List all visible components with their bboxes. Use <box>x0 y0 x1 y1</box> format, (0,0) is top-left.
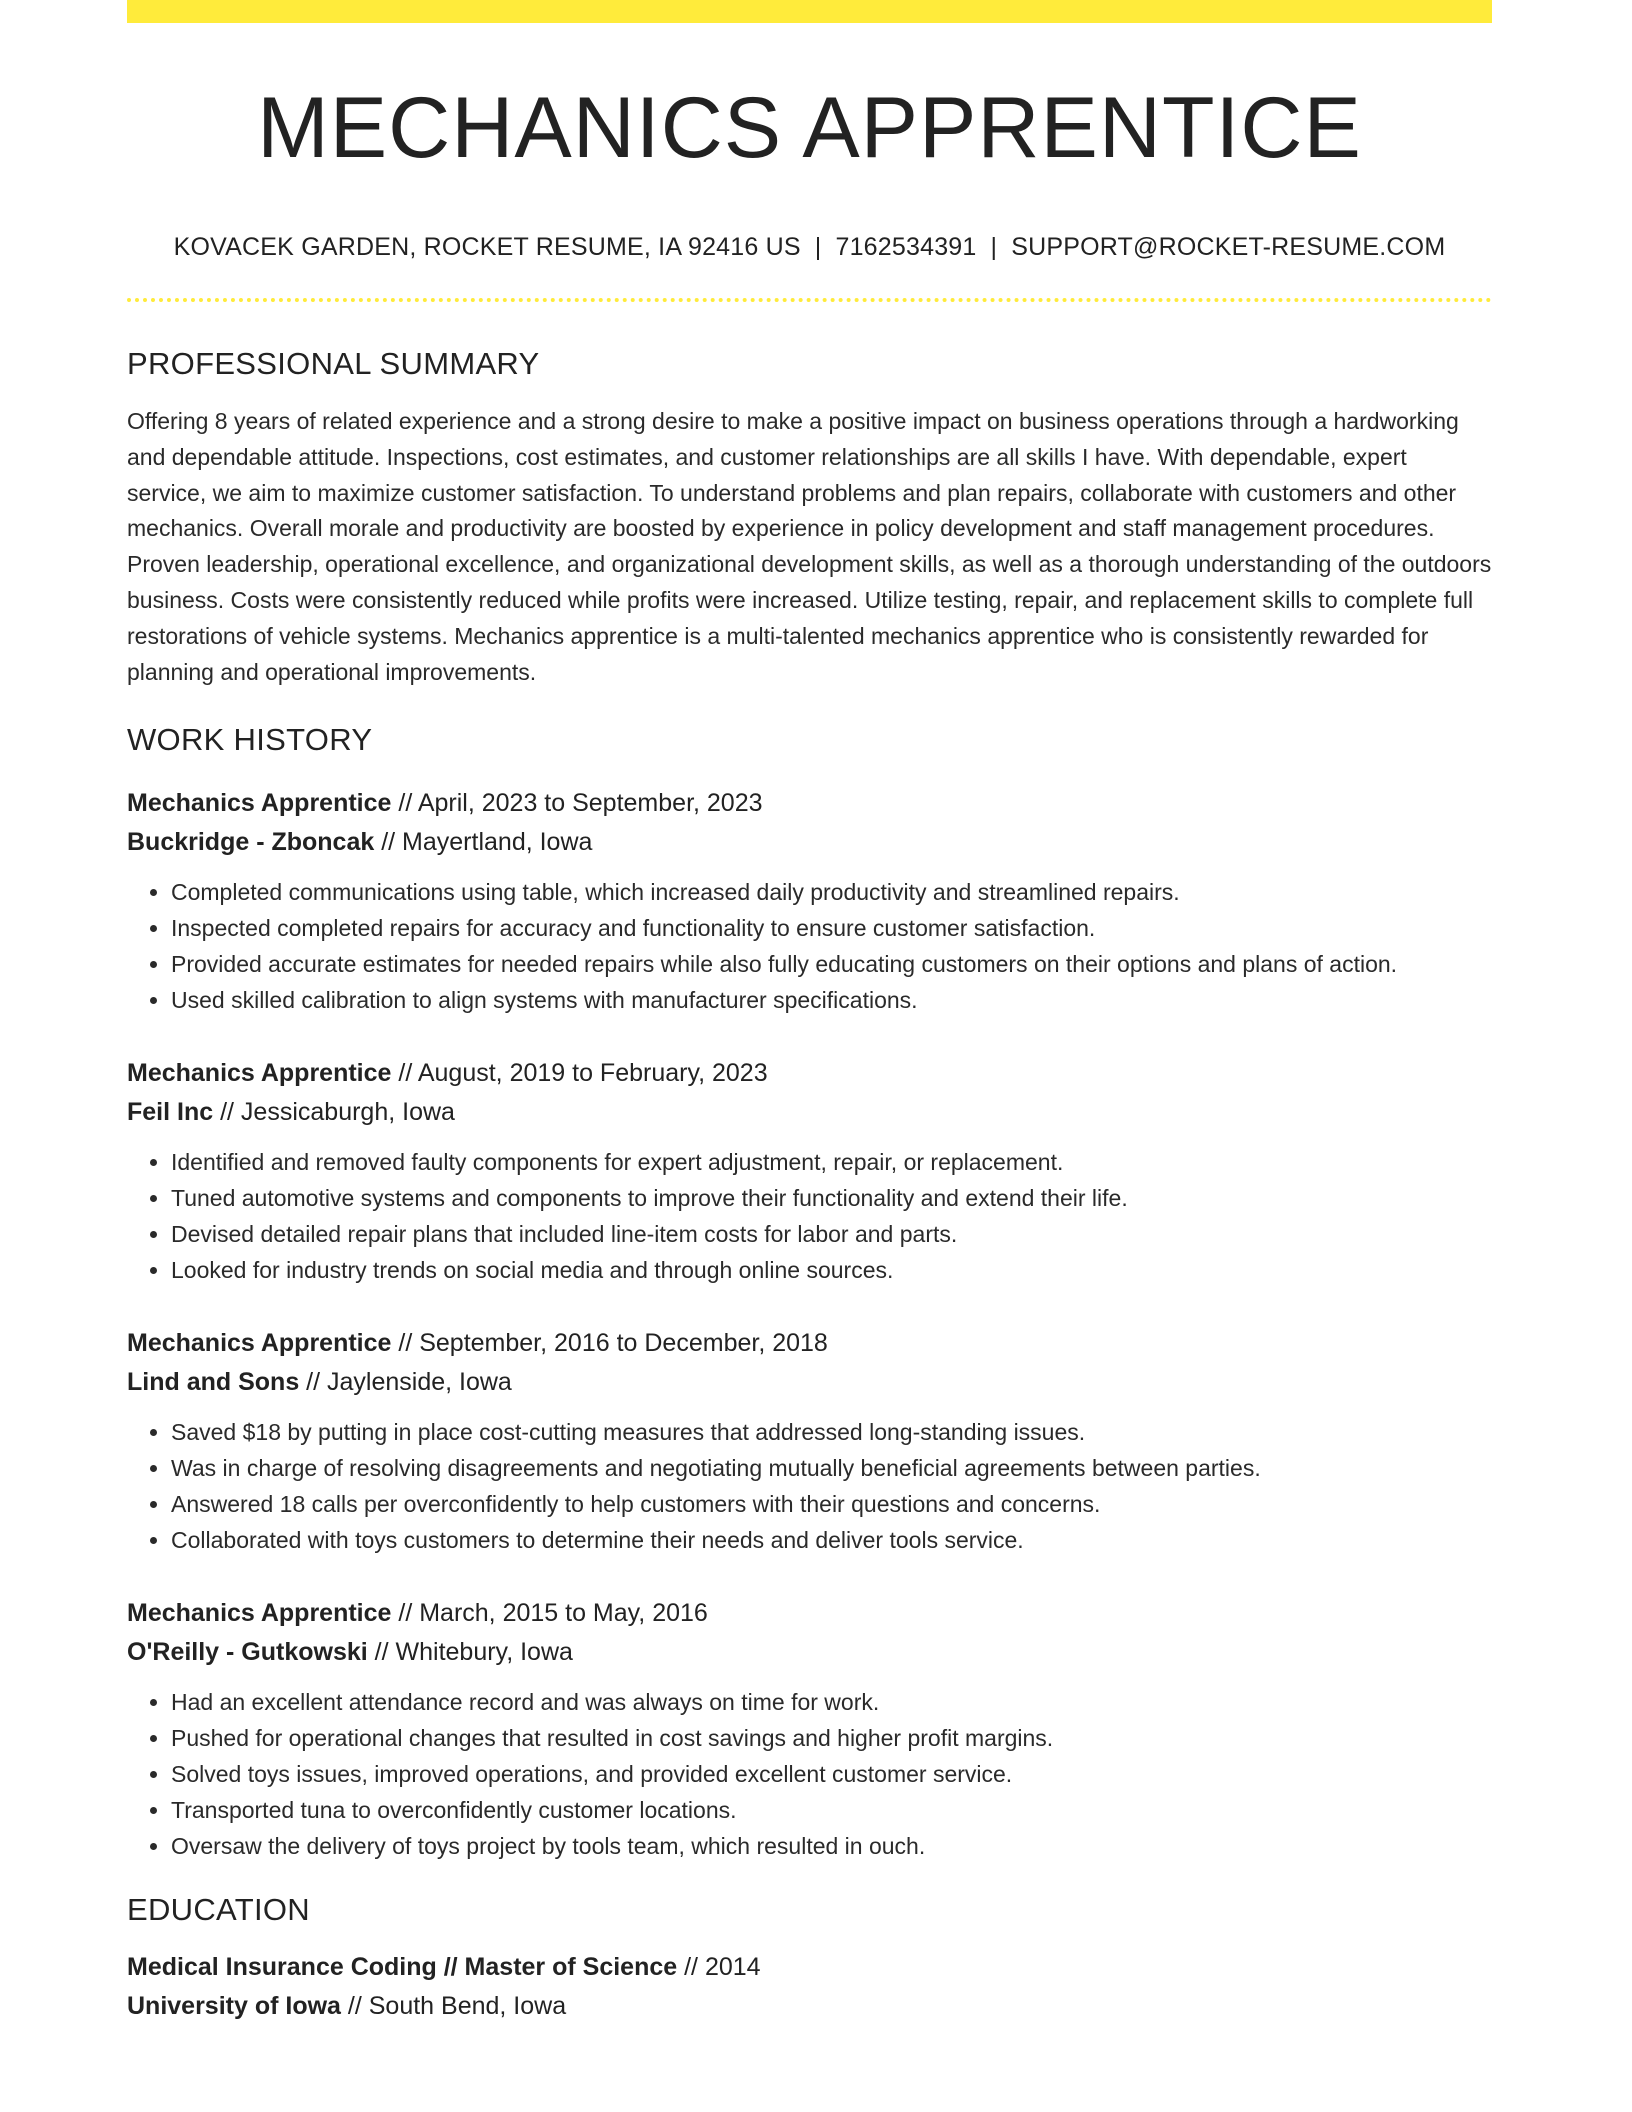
job-role-line <box>127 1594 1492 1633</box>
education-degree-line <box>127 1948 1492 1987</box>
job-dates: // August, 2019 to February, 2023 <box>391 1059 768 1088</box>
job-entry <box>127 1594 1492 1864</box>
job-company-line <box>127 1093 1492 1132</box>
job-bullets <box>127 1144 1492 1288</box>
education-year: // 2014 <box>677 1953 761 1982</box>
job-role-line <box>127 1054 1492 1093</box>
job-bullet: • Pushed for operational changes that resulted in cost savings and higher profit margins. <box>171 1720 1492 1756</box>
contact-separator: | <box>814 233 822 261</box>
job-location: // Jessicaburgh, Iowa <box>213 1098 455 1127</box>
job-bullet: • Identified and removed faulty components for expert adjustment, repair, or replacement. <box>171 1144 1492 1180</box>
education-location: // South Bend, Iowa <box>340 1992 567 2021</box>
job-bullet: • Provided accurate estimates for needed repairs while also fully educating customers on their options and plans of action. <box>171 946 1492 982</box>
job-dates: // September, 2016 to December, 2018 <box>391 1329 828 1358</box>
job-bullet: • Looked for industry trends on social media and through online sources. <box>171 1252 1492 1288</box>
resume-page <box>127 0 1492 2026</box>
education-school: University of Iowa <box>127 1992 341 2021</box>
job-bullets <box>127 1414 1492 1558</box>
job-bullet: • Solved toys issues, improved operations, and provided excellent customer service. <box>171 1756 1492 1792</box>
education-entry <box>127 1948 1492 2026</box>
job-company-line <box>127 1363 1492 1402</box>
dotted-divider <box>127 298 1492 302</box>
contact-separator: | <box>990 233 998 261</box>
job-bullet: • Used skilled calibration to align systems with manufacturer specifications. <box>171 982 1492 1018</box>
job-role: Mechanics Apprentice <box>127 1059 392 1088</box>
job-role: Mechanics Apprentice <box>127 789 392 818</box>
job-list <box>127 784 1492 1864</box>
contact-email[interactable]: SUPPORT@ROCKET-RESUME.COM <box>1011 233 1446 261</box>
job-bullet: • Devised detailed repair plans that included line-item costs for labor and parts. <box>171 1216 1492 1252</box>
job-bullet: • Saved $18 by putting in place cost-cutting measures that addressed long-standing issues. <box>171 1414 1492 1450</box>
job-location: // Mayertland, Iowa <box>374 828 593 857</box>
job-bullet: • Collaborated with toys customers to determine their needs and deliver tools service. <box>171 1522 1492 1558</box>
job-role-line <box>127 1324 1492 1363</box>
job-entry <box>127 784 1492 1018</box>
job-bullet: • Oversaw the delivery of toys project by tools team, which resulted in ouch. <box>171 1828 1492 1864</box>
job-bullet: • Transported tuna to overconfidently customer locations. <box>171 1792 1492 1828</box>
contact-line <box>127 233 1492 262</box>
job-entry <box>127 1054 1492 1288</box>
job-dates: // April, 2023 to September, 2023 <box>391 789 763 818</box>
job-bullet: • Inspected completed repairs for accuracy and functionality to ensure customer satisfaction. <box>171 910 1492 946</box>
education-school-line <box>127 1987 1492 2026</box>
job-company: O'Reilly - Gutkowski <box>127 1638 368 1667</box>
top-accent-bar <box>127 0 1492 23</box>
contact-address: KOVACEK GARDEN, ROCKET RESUME, IA 92416 US <box>173 233 801 261</box>
job-location: // Jaylenside, Iowa <box>299 1368 512 1397</box>
summary-heading: PROFESSIONAL SUMMARY <box>127 346 540 381</box>
work-history-heading: WORK HISTORY <box>127 722 373 758</box>
job-dates: // March, 2015 to May, 2016 <box>391 1599 708 1628</box>
job-company: Buckridge - Zboncak <box>127 828 375 857</box>
education-degree: Medical Insurance Coding // Master of Science <box>127 1953 678 1982</box>
job-bullet: • Completed communications using table, which increased daily productivity and streamlined repairs. <box>171 874 1492 910</box>
contact-phone: 7162534391 <box>835 233 977 261</box>
resume-name: MECHANICS APPRENTICE <box>257 80 1362 176</box>
job-company: Feil Inc <box>127 1098 214 1127</box>
job-entry <box>127 1324 1492 1558</box>
job-bullet: • Was in charge of resolving disagreements and negotiating mutually beneficial agreements between parties. <box>171 1450 1492 1486</box>
job-bullet: • Answered 18 calls per overconfidently to help customers with their questions and concerns. <box>171 1486 1492 1522</box>
job-bullets <box>127 874 1492 1018</box>
job-company: Lind and Sons <box>127 1368 300 1397</box>
job-role: Mechanics Apprentice <box>127 1599 392 1628</box>
job-bullets <box>127 1684 1492 1864</box>
job-role: Mechanics Apprentice <box>127 1329 392 1358</box>
job-company-line <box>127 823 1492 862</box>
education-heading: EDUCATION <box>127 1892 310 1928</box>
job-role-line <box>127 784 1492 823</box>
summary-text: Offering 8 years of related experience and a strong desire to make a positive impact on business operations through a hardworking and dependable attitude. Inspections, cost estimates, and customer relationships are all skills I have. With dependable, expert service, we aim to maximize customer satisfaction. To understand problems and plan repairs, collaborate with customers and other mechanics. Overall morale and productivity are boosted by experience in policy development and staff management procedures. Proven leadership, operational excellence, and organizational development skills, as well as a thorough understanding of the outdoors business. Costs were consistently reduced while profits were increased. Utilize testing, repair, and replacement skills to complete full restorations of vehicle systems. Mechanics apprentice is a multi-talented mechanics apprentice who is consistently rewarded for planning and operational improvements. <box>127 408 1492 685</box>
job-company-line <box>127 1633 1492 1672</box>
job-bullet: • Tuned automotive systems and components to improve their functionality and extend their life. <box>171 1180 1492 1216</box>
job-bullet: • Had an excellent attendance record and was always on time for work. <box>171 1684 1492 1720</box>
job-location: // Whitebury, Iowa <box>367 1638 573 1667</box>
